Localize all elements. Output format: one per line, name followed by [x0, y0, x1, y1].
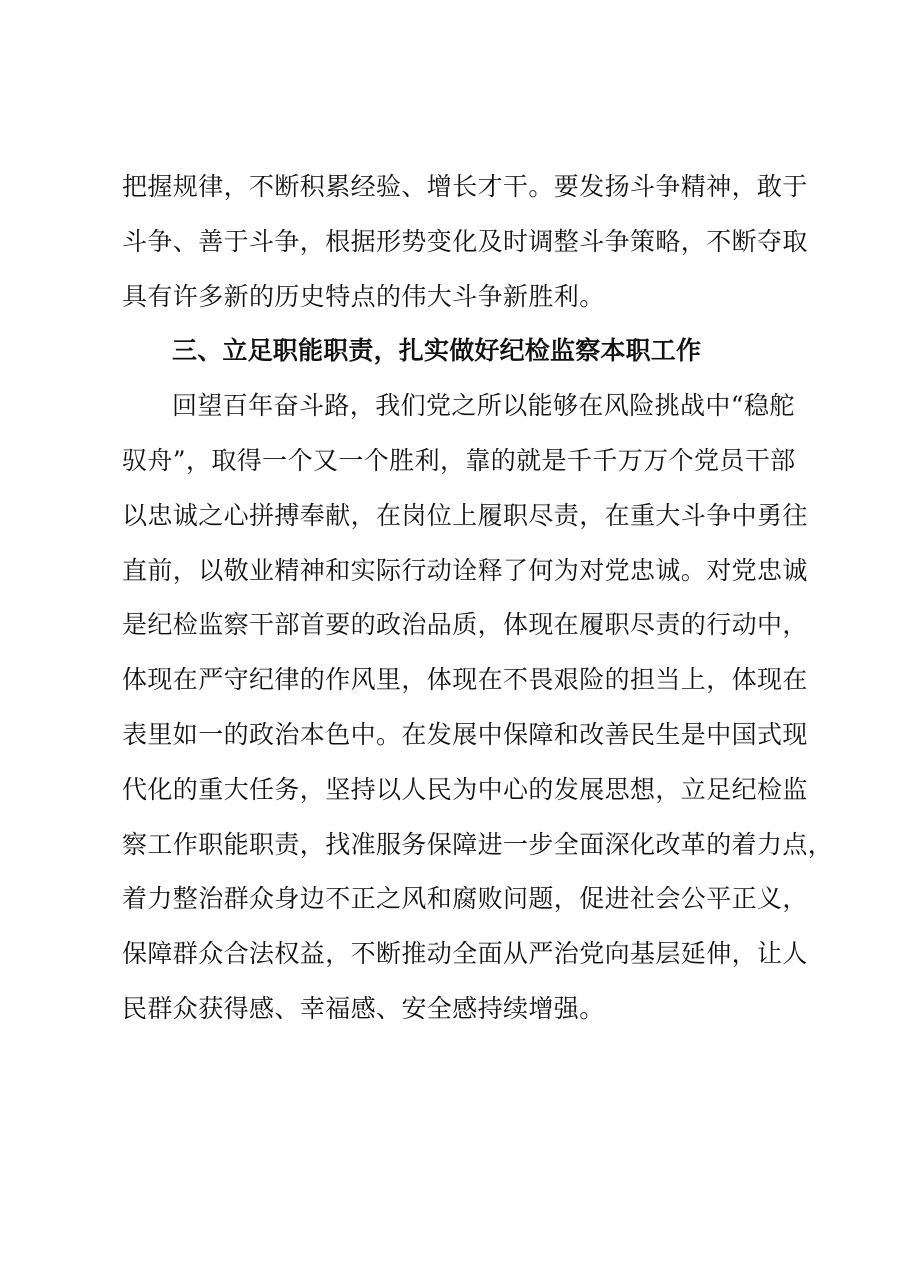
paragraph-line: 着力整治群众身边不正之风和腐败问题，促进社会公平正义，: [122, 884, 808, 914]
paragraph-line: 以忠诚之心拼搏奉献，在岗位上履职尽责，在重大斗争中勇往: [122, 500, 808, 530]
paragraph-line: 民群众获得感、幸福感、安全感持续增强。: [122, 993, 605, 1023]
paragraph-line: 把握规律，不断积累经验、增长才干。要发扬斗争精神，敢于: [122, 172, 808, 201]
paragraph-line: 代化的重大任务，坚持以人民为中心的发展思想，立足纪检监: [122, 774, 808, 804]
paragraph-line: 体现在严守纪律的作风里，体现在不畏艰险的担当上，体现在: [122, 665, 808, 695]
paragraph-line: 驭舟”，取得一个又一个胜利，靠的就是千千万万个党员干部: [122, 445, 796, 475]
paragraph-line: 具有许多新的历史特点的伟大斗争新胜利。: [122, 281, 605, 311]
document-body: [122, 160, 834, 1037]
paragraph-line: 察工作职能职责，找准服务保障进一步全面深化改革的着力点，: [122, 829, 834, 859]
section-heading: 三、立足职能职责，扎实做好纪检监察本职工作: [172, 336, 702, 366]
paragraph-1: [122, 160, 808, 324]
paragraph-line: 保障群众合法权益，不断推动全面从严治党向基层延伸，让人: [122, 939, 808, 969]
paragraph-line: 斗争、善于斗争，根据形势变化及时调整斗争策略，不断夺取: [122, 226, 808, 256]
paragraph-line: 表里如一的政治本色中。在发展中保障和改善民生是中国式现: [122, 719, 808, 749]
paragraph-2: [122, 379, 834, 1037]
paragraph-line: 直前，以敬业精神和实际行动诠释了何为对党忠诚。对党忠诚: [122, 555, 808, 585]
paragraph-line: 回望百年奋斗路，我们党之所以能够在风险挑战中“稳舵: [172, 391, 795, 421]
paragraph-line: 是纪检监察干部首要的政治品质，体现在履职尽责的行动中，: [122, 610, 808, 640]
